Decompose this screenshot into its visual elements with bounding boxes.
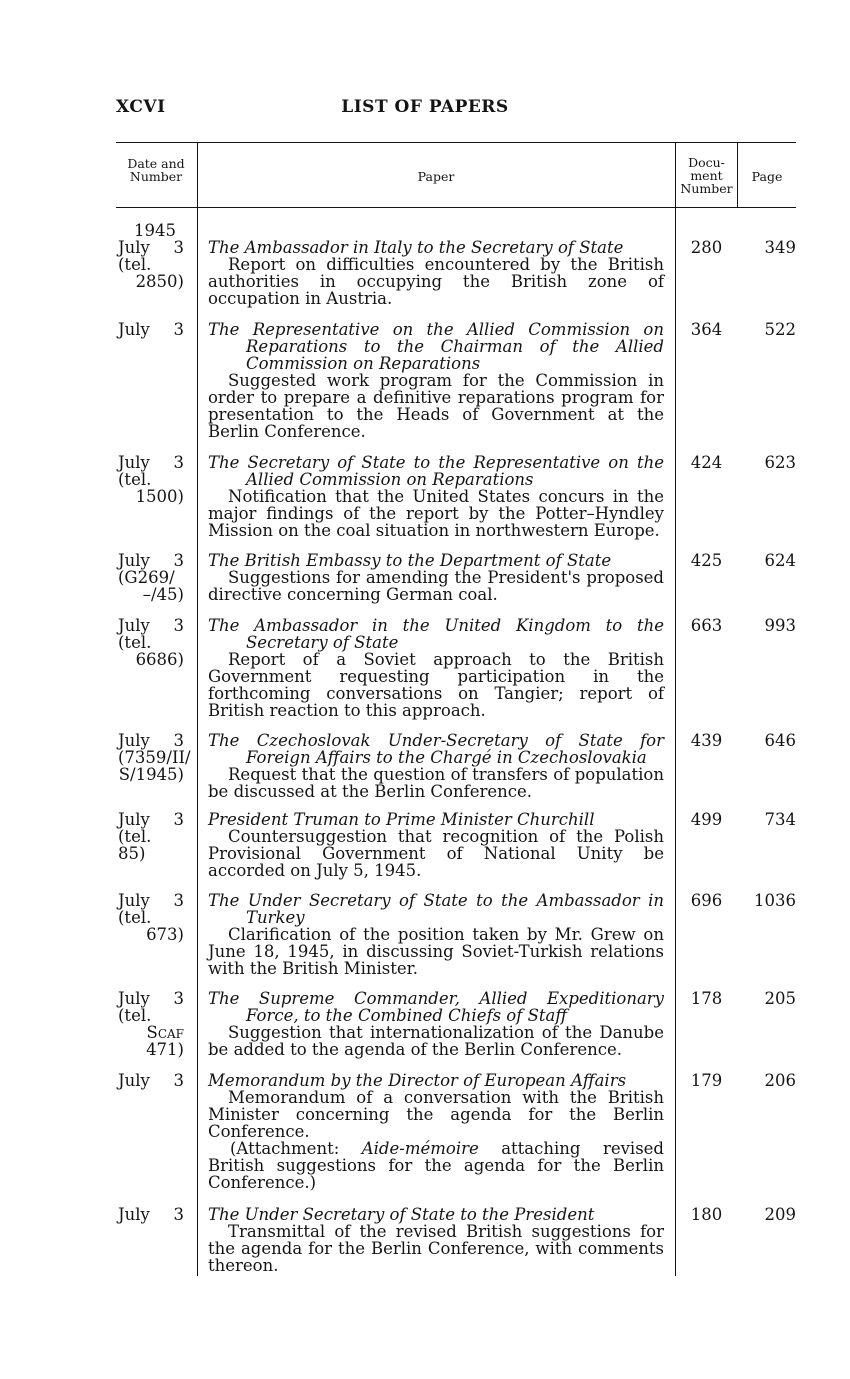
entry-title: President Truman to Prime Minister Churchill	[208, 810, 595, 829]
entry-date-line: July 3	[118, 891, 184, 910]
entry-page: 646	[764, 731, 796, 750]
entry-title: The Ambassador in the United Kingdom to the Secretary of State	[208, 616, 664, 652]
attachment-italic: Aide-mémoire	[361, 1139, 479, 1158]
entry-paper	[208, 239, 664, 307]
entry-date-line: July 3	[118, 551, 184, 570]
attachment-label: (Attachment:	[230, 1139, 362, 1158]
entry-date	[118, 990, 184, 1058]
entry-document-number: 364	[690, 320, 723, 339]
entry-title: The Secretary of State to the Representative on the Allied Commission on Reparations	[208, 453, 664, 489]
entry-paper	[208, 1072, 664, 1191]
entry-date-line: 471)	[146, 1040, 184, 1059]
entry-document-number: 179	[690, 1071, 723, 1090]
entry-title: The Czechoslovak Under-Secretary of State for Foreign Affairs to the Chargé in Czechoslovakia	[208, 731, 664, 767]
entry-document-number: 424	[690, 453, 723, 472]
entry-date-line: July 3	[118, 616, 184, 635]
entry-summary: Report of a Soviet approach to the British Government requesting participation in the forthcoming conversations on Tangier; report of British reaction to this approach.	[208, 650, 664, 720]
entry-date-line: (tel.	[118, 908, 152, 927]
column-divider	[675, 142, 676, 1276]
page-title: LIST OF PAPERS	[341, 97, 509, 117]
entry-summary: Suggestions for amending the President's proposed directive concerning German coal.	[208, 568, 664, 604]
entry-date-line: 2850)	[135, 272, 184, 291]
entry-document-number: 696	[690, 891, 723, 910]
entry-date-line: (G269/	[118, 568, 175, 587]
entry-document-number: 180	[690, 1205, 723, 1224]
entry-page: 1036	[754, 891, 796, 910]
entry-page: 206	[764, 1071, 796, 1090]
column-header-date-line: Number	[129, 169, 183, 184]
entry-paper	[208, 321, 664, 440]
entry-title: The Supreme Commander, Allied Expeditionary Force, to the Combined Chiefs of Staff	[208, 989, 664, 1025]
entry-date-line: July 3	[118, 238, 184, 257]
entry-paper	[208, 892, 664, 977]
entry-document-number: 499	[690, 810, 723, 829]
entry-date	[118, 552, 184, 603]
column-header-document-number	[676, 156, 737, 195]
entry-page: 205	[764, 989, 796, 1008]
entry-title: Memorandum by the Director of European Affairs	[208, 1071, 627, 1090]
entry-title: The Under Secretary of State to the President	[208, 1205, 595, 1224]
entry-date-line: (tel.	[118, 255, 152, 274]
entry-date	[118, 1206, 184, 1223]
entry-document-number: 178	[690, 989, 723, 1008]
entry-page: 734	[764, 810, 796, 829]
entry-document-number: 425	[690, 551, 723, 570]
entry-date-line: 6686)	[135, 650, 184, 669]
page-number: XCVI	[116, 97, 166, 117]
entry-date-line: S/1945)	[118, 765, 184, 784]
entry-date-line: July 3	[118, 320, 184, 339]
entry-date-line: July 3	[118, 989, 184, 1008]
entry-summary: Request that the question of transfers of population be discussed at the Berlin Conference.	[208, 765, 664, 801]
entry-document-number: 280	[690, 238, 723, 257]
entry-summary: Suggestion that internationalization of the Danube be added to the agenda of the Berlin Conference.	[208, 1023, 664, 1059]
table-header-rule	[116, 207, 796, 208]
entry-paper	[208, 990, 664, 1058]
entry-date	[118, 1072, 184, 1089]
entry-date-line: –/45)	[142, 585, 184, 604]
entry-page: 623	[764, 453, 796, 472]
entry-title: The British Embassy to the Department of State	[208, 551, 612, 570]
entry-paper	[208, 1206, 664, 1274]
attachment-text: attaching revised British suggestions for the agenda for the Berlin Conference.)	[208, 1139, 664, 1192]
column-header-document-number-line: ment	[690, 168, 723, 183]
column-header-page: Page	[751, 169, 783, 184]
column-header-paper: Paper	[417, 169, 455, 184]
entry-date-line: July 3	[118, 1071, 184, 1090]
entry-page: 349	[764, 238, 796, 257]
entry-paper	[208, 552, 664, 603]
entry-date-line: (tel.	[118, 1006, 152, 1025]
entry-date-line: July 3	[118, 1205, 184, 1224]
column-header-document-number-line: Number	[680, 181, 733, 196]
entry-date	[118, 892, 184, 943]
table-top-rule	[116, 142, 796, 143]
entry-summary: Report on difficulties encountered by the British authorities in occupying the British zone of occupation in Austria.	[208, 255, 664, 308]
column-header-document-number-line: Docu-	[688, 155, 725, 170]
entry-summary: Transmittal of the revised British suggestions for the agenda for the Berlin Conference, with comments thereon.	[208, 1222, 664, 1275]
entry-page: 522	[764, 320, 796, 339]
entry-page: 209	[764, 1205, 796, 1224]
entry-summary: Notification that the United States concurs in the major findings of the report by the Potter–Hyndley Mission on the coal situation in northwestern Europe.	[208, 487, 664, 540]
entry-date	[118, 321, 184, 338]
entry-date	[118, 454, 184, 505]
column-header-date	[116, 157, 196, 183]
entry-summary: Clarification of the position taken by Mr. Grew on June 18, 1945, in discussing Soviet-Turkish relations with the British Minister.	[208, 925, 664, 978]
entry-date	[118, 811, 184, 862]
entry-paper	[208, 811, 664, 879]
column-divider	[197, 142, 198, 1276]
entry-date-line: July 3	[118, 810, 184, 829]
entry-date-line: (tel.	[118, 470, 152, 489]
entry-date-line: Scaf	[146, 1023, 184, 1042]
entry-summary: Suggested work program for the Commission in order to prepare a definitive reparations program for presentation to the Heads of Government at the Berlin Conference.	[208, 371, 664, 441]
entry-page: 624	[764, 551, 796, 570]
entry-summary: Memorandum of a conversation with the British Minister concerning the agenda for the Berlin Conference.	[208, 1088, 664, 1141]
entry-date-line: (tel.	[118, 633, 152, 652]
entry-date-line: July 3	[118, 453, 184, 472]
entry-paper	[208, 732, 664, 800]
entry-title: The Representative on the Allied Commission on Reparations to the Chairman of the Allied Commission on Reparations	[208, 320, 664, 373]
entry-document-number: 439	[690, 731, 723, 750]
entry-date-line: 673)	[146, 925, 184, 944]
entry-attachment	[208, 1140, 664, 1191]
entry-date	[118, 239, 184, 290]
entry-title: The Under Secretary of State to the Ambassador in Turkey	[208, 891, 664, 927]
entry-date-line: (tel. 85)	[118, 827, 152, 863]
entry-date	[118, 731, 191, 784]
entry-paper	[208, 454, 664, 539]
column-header-date-line: Date and	[127, 156, 185, 171]
entry-page: 993	[764, 616, 796, 635]
year-label: 1945	[134, 221, 176, 240]
entry-date-line: (7359/II/	[118, 748, 191, 767]
entry-paper	[208, 617, 664, 719]
entry-title: The Ambassador in Italy to the Secretary of State	[208, 238, 624, 257]
entry-document-number: 663	[690, 616, 723, 635]
entry-date	[118, 617, 184, 668]
entry-date-line: 1500)	[135, 487, 184, 506]
entry-date-line: July 3	[118, 731, 184, 750]
entry-summary: Countersuggestion that recognition of the Polish Provisional Government of National Unity be accorded on July 5, 1945.	[208, 827, 664, 880]
